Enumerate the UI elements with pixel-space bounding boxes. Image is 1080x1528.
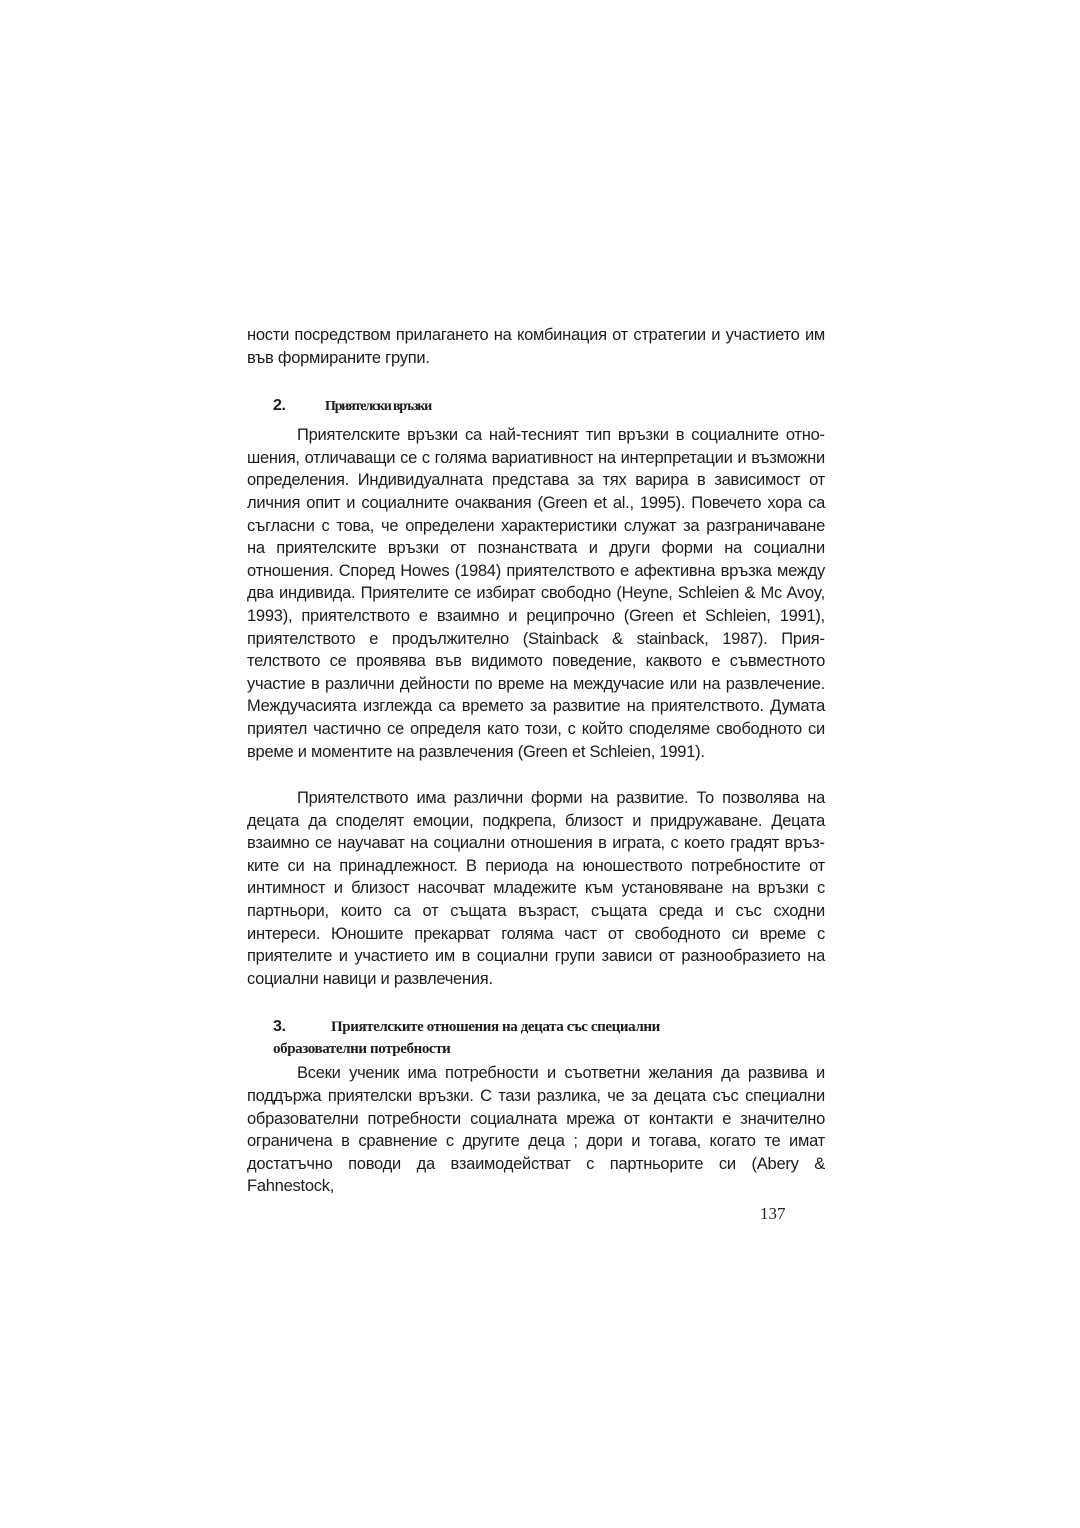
section-heading-3 <box>247 1016 825 1060</box>
section-title-line2: образователни потребности <box>273 1041 451 1058</box>
paragraph-friendship-definition: Приятелските връзки са най-тесният тип връзки в социалните отношения, отличаващи се с голяма вариативност на интерпретации и възможни определения. Индивидуалната представа за тях варира в зависимост от личния опит и социалните очаквания (Green et al., 1995). Повечето хора са съгласни с това, че определени характеристики служат за разграничаване на приятелските връзки от познанствата и други форми на социални отношения. Според Howes (1984) приятелството е афективна връзка между два индивида. Приятелите се избират свободно (Heyne, Schleien & Mc Avoy, 1993), приятелството е взаимно и реципрочно (Green et Schleien, 1991), приятелството е продължително (Stainback & stainback, 1987). Приятелството се проявява във видимото поведение, каквото е съвместното участие в различни дейности по време на междучасие или на развлечение. Междучасията изглежда са времето за развитие на приятелството. Думата приятел частично се определя като този, с който споделяме свободното си време и моментите на развлечения (Green et Schleien, 1991). <box>247 426 825 761</box>
section-title-line1: Приятелските отношения на децата със специални <box>331 1019 660 1036</box>
section-heading-2 <box>247 395 825 418</box>
page-body <box>247 324 825 1198</box>
paragraph-special-needs: Всеки ученик има потребности и съответни желания да развива и поддържа приятелски връзки. С тази разлика, че за децата със специални образователни потребности социалната мрежа от контакти е значително ограничена в сравнение с другите деца ; дори и тогава, когато те имат достатъчно поводи да взаимодействат с партньорите си (Abery & Fahnestock, <box>247 1064 825 1196</box>
section-number: 3. <box>273 1018 286 1036</box>
paragraph-gap <box>247 763 825 787</box>
paragraph-friendship-forms: Приятелството има различни форми на развитие. То позволява на децата да споделят емоции, подкрепа, близост и придружаване. Децата взаимно се научават на социални отношения в играта, с което градят връзките си на принадлежност. В периода на юношеството потребностите от интимност и близост насочват младежите към установяване на връзки с партньори, които са от същата възраст, същата среда и със сходни интереси. Юношите прекарват голяма част от свободното си време с приятелите и участието им в социални групи зависи от разнообразието на социални навици и развлечения. <box>247 789 825 988</box>
section-number: 2. <box>273 397 286 415</box>
section-title: Приятелски връзки <box>325 399 431 415</box>
paragraph-continuation: ности посредством прилагането на комбинация от стратегии и участието им във формираните групи. <box>247 326 825 367</box>
page-number: 137 <box>760 1204 786 1223</box>
